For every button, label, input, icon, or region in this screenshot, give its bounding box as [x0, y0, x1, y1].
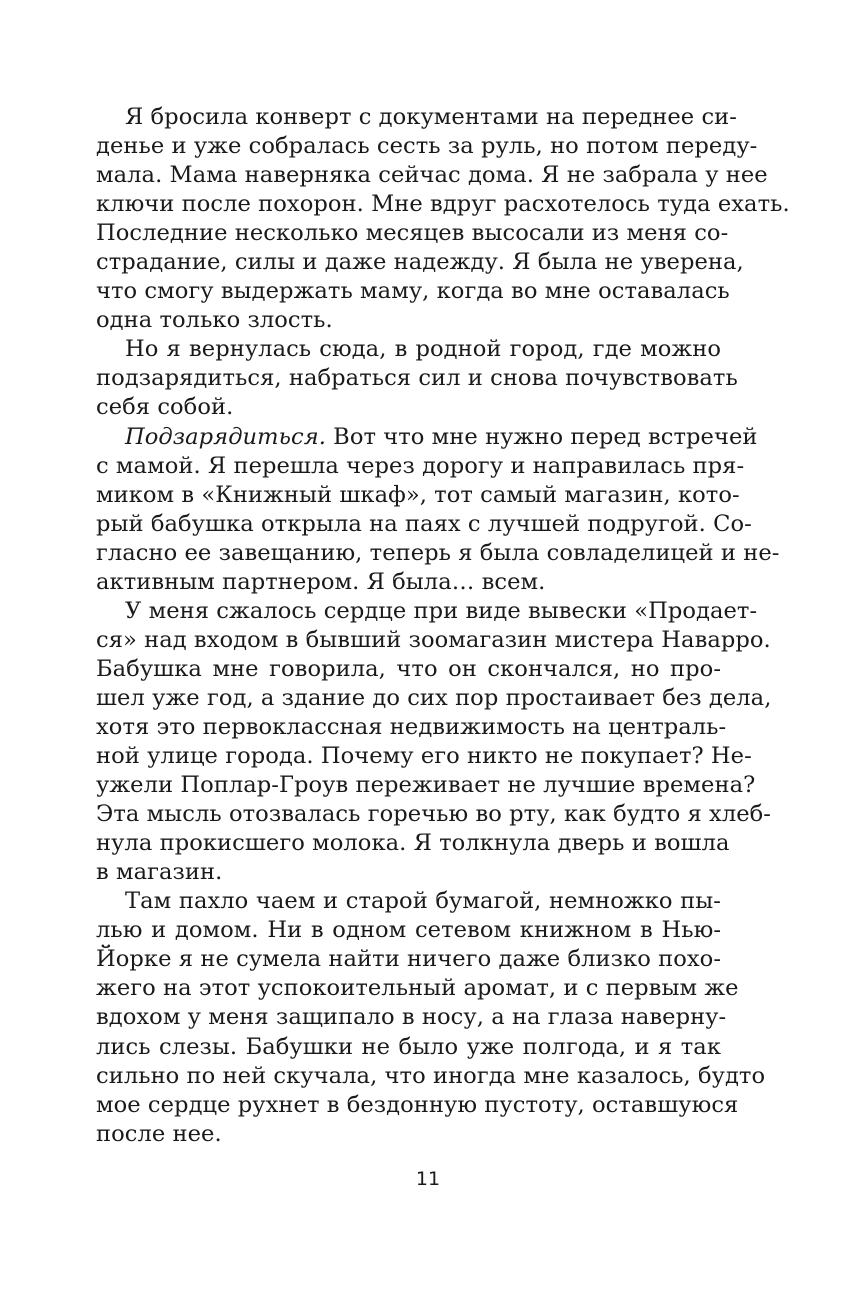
paragraph-2: [96, 335, 738, 422]
text-line: Но я вернулась сюда, в родной город, где можно: [125, 336, 721, 363]
text-line: страдание, силы и даже надежду. Я была не уверена,: [96, 249, 744, 276]
text-line: мое сердце рухнет в бездонную пустоту, оставшуюся: [96, 1091, 739, 1118]
text-line: подзарядиться, набраться сил и снова почувствовать: [96, 365, 738, 392]
text-line: Там пахло чаем и старой бумагой, немножко пы-: [125, 888, 721, 915]
paragraph-1: [96, 103, 790, 335]
text-line: Я бросила конверт с документами на переднее си-: [125, 104, 737, 130]
text-line: У меня сжалось сердце при виде вывески «Продает-: [125, 597, 758, 624]
paragraph-3: [96, 423, 780, 597]
text-line: в магазин.: [96, 859, 223, 886]
text-line: нула прокисшего молока. Я толкнула дверь и вошла: [96, 830, 730, 857]
text-line: рый бабушка открыла на паях с лучшей подругой. Со-: [96, 510, 752, 537]
text-line: после нее.: [96, 1120, 222, 1147]
text-line-rest: Вот что мне нужно перед встречей: [325, 423, 758, 450]
text-line: вдохом у меня защипало в носу, а на глаза наверну-: [96, 1004, 727, 1031]
text-line: ключи после похорон. Мне вдруг расхотелось туда ехать.: [96, 191, 790, 218]
text-line: сильно по ней скучала, что иногда мне казалось, будто: [96, 1062, 766, 1089]
text-line: Йорке я не сумела найти ничего даже близко похо-: [96, 946, 721, 973]
text-line: гласно ее завещанию, теперь я была совладелицей и не-: [96, 539, 780, 566]
text-line: активным партнером. Я была… всем.: [96, 568, 546, 595]
text-line: Эта мысль отозвалась горечью во рту, как будто я хлеб-: [96, 801, 771, 828]
text-line: Бабушка мне говорила, что он скончался, но про-: [96, 655, 721, 682]
text-line: лись слезы. Бабушки не было уже полгода, и я так: [96, 1033, 721, 1060]
text-line: мала. Мама наверняка сейчас дома. Я не забрала у нее: [96, 162, 768, 189]
text-line: ся» над входом в бывший зоомагазин мистера Наварро.: [96, 626, 771, 653]
paragraph-4: [96, 597, 772, 887]
italic-emphasis: Подзарядиться.: [125, 423, 326, 450]
text-line: жего на этот успокоительный аромат, и с первым же: [96, 975, 739, 1002]
text-line: Последние несколько месяцев высосали из меня со-: [96, 220, 729, 247]
text-line: [96, 423, 758, 452]
text-line: миком в «Книжный шкаф», тот самый магазин, кото-: [96, 481, 740, 508]
text-line: хотя это первоклассная недвижимость на централь-: [96, 713, 727, 740]
text-line: с мамой. Я перешла через дорогу и направилась пря-: [96, 452, 745, 479]
text-line: одна только злость.: [96, 307, 333, 334]
text-line: ной улице города. Почему его никто не покупает? Не-: [96, 743, 752, 770]
page-body: [96, 103, 790, 1149]
text-line: себя собой.: [96, 394, 234, 421]
text-line: что смогу выдержать маму, когда во мне оставалась: [96, 278, 730, 305]
paragraph-5: [96, 887, 766, 1148]
text-line: лью и домом. Ни в одном сетевом книжном в Нью-: [96, 917, 721, 944]
text-line: шел уже год, а здание до сих пор простаивает без дела,: [96, 684, 772, 711]
text-line: ужели Поплар-Гроув переживает не лучшие времена?: [96, 772, 756, 799]
text-line: денье и уже собралась сесть за руль, но потом переду-: [96, 133, 758, 160]
page-number: 11: [415, 1168, 441, 1190]
